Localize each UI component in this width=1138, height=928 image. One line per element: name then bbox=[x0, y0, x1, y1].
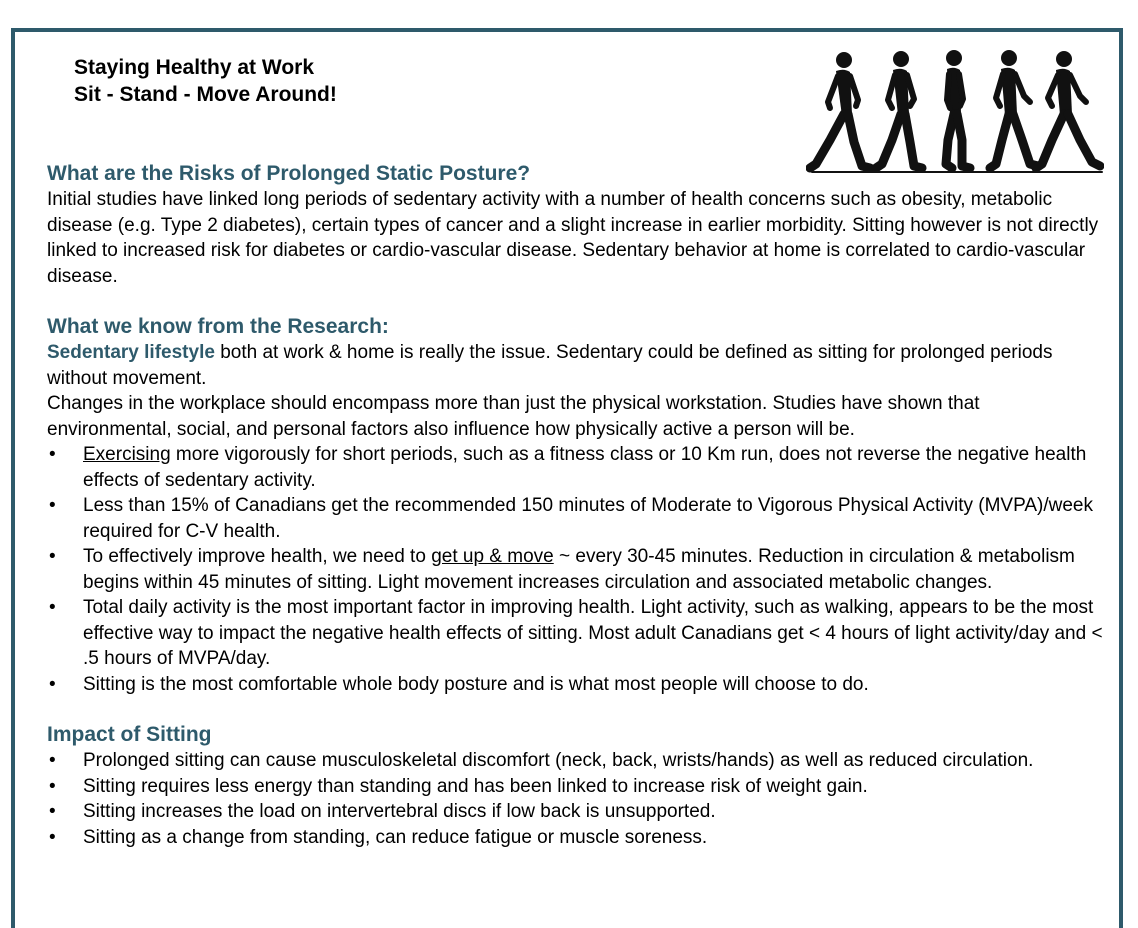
list-item-text: Sitting is the most comfortable whole body posture and is what most people will choose to do. bbox=[83, 673, 869, 695]
list-item: • Sitting increases the load on intervertebral discs if low back is unsupported. bbox=[47, 799, 1107, 825]
walker-figure-icon bbox=[990, 50, 1038, 168]
document-body bbox=[47, 160, 1107, 850]
sedentary-lifestyle-highlight: Sedentary lifestyle bbox=[47, 342, 215, 363]
get-up-move-underlined: get up & move bbox=[431, 546, 554, 567]
walker-figure-icon bbox=[1036, 51, 1100, 168]
research-lead-paragraph bbox=[47, 340, 1107, 391]
list-item-text: more vigorously for short periods, such as a fitness class or 10 Km run, does not reverse the negative health effects of sedentary activity. bbox=[83, 444, 1087, 491]
impact-bullet-list bbox=[47, 748, 1107, 850]
title-line-1: Staying Healthy at Work bbox=[74, 56, 315, 79]
walker-figure-icon bbox=[810, 52, 870, 168]
risks-paragraph: Initial studies have linked long periods of sedentary activity with a number of health concerns such as obesity, metabolic disease (e.g. Type 2 diabetes), certain types of cancer and a slight increase in earlier morbidity. Sitting however is not directly linked to increased risk for diabetes or cardio-vascular disease. Sedentary behavior at home is correlated to cardio-vascular disease. bbox=[47, 189, 1099, 287]
section-spacer bbox=[47, 289, 1107, 313]
exercising-underlined: Exercising bbox=[83, 444, 171, 465]
research-lead-text: both at work & home is really the issue. Sedentary could be defined as sitting for prolonged periods without movement. bbox=[47, 342, 1053, 389]
impact-section bbox=[47, 721, 1107, 850]
list-item bbox=[47, 672, 1107, 698]
risks-section bbox=[47, 160, 1107, 289]
list-item-text: Less than 15% of Canadians get the recommended 150 minutes of Moderate to Vigorous Physical Activity (MVPA)/week required for C-V health. bbox=[83, 495, 1093, 542]
list-item-text: ~ every 30-45 minutes. Reduction in circulation & metabolism begins within 45 minutes of sitting. Light movement increases circulation and associated metabolic changes. bbox=[83, 546, 1075, 593]
research-heading: What we know from the Research: bbox=[47, 315, 389, 338]
research-paragraph-2: Changes in the workplace should encompass more than just the physical workstation. Studies have shown that environmental, social, and personal factors also influence how physically active a person will be. bbox=[47, 393, 980, 440]
list-item: • Prolonged sitting can cause musculoskeletal discomfort (neck, back, wrists/hands) as well as reduced circulation. bbox=[47, 748, 1107, 774]
list-item: • Sitting as a change from standing, can reduce fatigue or muscle soreness. bbox=[47, 825, 1107, 851]
title-line-2: Sit - Stand - Move Around! bbox=[74, 83, 337, 106]
list-item: • Sitting requires less energy than standing and has been linked to increase risk of weight gain. bbox=[47, 774, 1107, 800]
list-item bbox=[47, 595, 1107, 672]
section-spacer bbox=[47, 697, 1107, 721]
impact-heading: Impact of Sitting bbox=[47, 723, 212, 746]
research-section bbox=[47, 313, 1107, 697]
research-bullet-list bbox=[47, 442, 1107, 697]
walker-figure-icon bbox=[946, 50, 970, 168]
list-item-text: Total daily activity is the most important factor in improving health. Light activity, such as walking, appears to be the most effective way to impact the negative health effects of sitting. Most adult Canadians get < 4 hours of light activity/day and < .5 hours of MVPA/day. bbox=[83, 597, 1103, 669]
risks-heading: What are the Risks of Prolonged Static Posture? bbox=[47, 162, 531, 185]
walker-figure-icon bbox=[876, 51, 922, 168]
list-item bbox=[47, 493, 1107, 544]
list-item bbox=[47, 442, 1107, 493]
page-title bbox=[74, 54, 337, 108]
list-item bbox=[47, 544, 1107, 595]
list-item-text: To effectively improve health, we need to bbox=[83, 546, 432, 567]
